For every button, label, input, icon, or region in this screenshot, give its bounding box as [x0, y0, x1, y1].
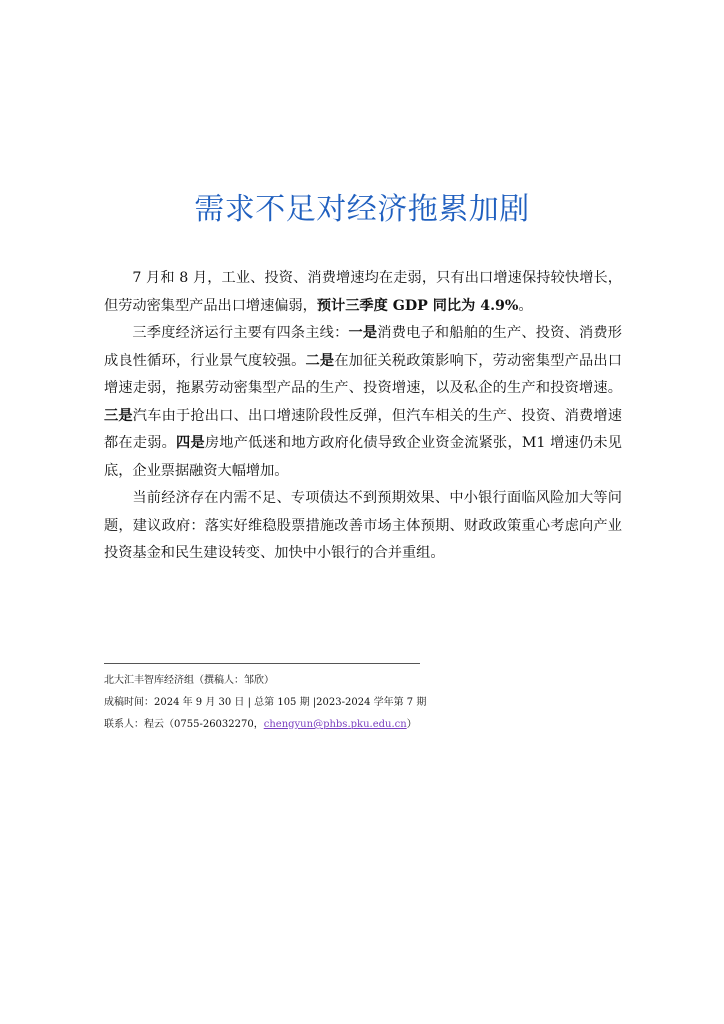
point-4-label: 四是 [176, 435, 205, 451]
footer [104, 670, 624, 736]
contact-suffix: ） [406, 719, 417, 730]
document-title: 需求不足对经济拖累加剧 [194, 192, 530, 227]
point-2-label: 二是 [305, 352, 335, 369]
paragraph-1-end: 。 [518, 297, 533, 314]
footer-divider [104, 663, 420, 664]
point-3-label: 三是 [104, 407, 133, 424]
point-2-text: 在加征关税政策影响下，劳动密集型产品出口增速走弱，拖累劳动密集型产品的生产、投资增速，以及私企的生产和投资增速。 [104, 352, 622, 396]
paragraph-2 [104, 320, 622, 485]
footer-author-line: 北大汇丰智库经济组（撰稿人：邹欣） [104, 675, 274, 686]
contact-prefix: 联系人：程云（0755-26032270， [104, 719, 264, 730]
paragraph-3-text: 当前经济存在内需不足、专项债达不到预期效果、中小银行面临风险加大等问题，建议政府：落实好维稳股票措施改善市场主体预期、财政政策重心考虑向产业投资基金和民生建设转变、加快中小银行的合并重组。 [104, 490, 622, 561]
paragraph-2-intro: 三季度经济运行主要有四条主线： [132, 325, 349, 341]
document-body [104, 265, 622, 568]
paragraph-1-highlight: 预计三季度 GDP 同比为 4.9% [316, 297, 519, 314]
point-3-text: 汽车由于抢出口、出口增速阶段性反弹，但汽车相关的生产、投资、消费增速都在走弱。 [104, 407, 622, 451]
paragraph-1 [104, 265, 622, 320]
point-1-label: 一是 [348, 325, 378, 341]
point-4-text: 房地产低迷和地方政府化债导致企业资金流紧张，M1 增速仍未见底，企业票据融资大幅增加。 [104, 435, 622, 479]
paragraph-3 [104, 485, 622, 568]
paragraph-1-text: 7 月和 8 月，工业、投资、消费增速均在走弱，只有出口增速保持较快增长，但劳动密集型产品出口增速偏弱， [104, 270, 622, 314]
footer-date-line: 成稿时间：2024 年 9 月 30 日 | 总第 105 期 |2023-2024 学年第 7 期 [104, 697, 427, 708]
point-1-text: 消费电子和船舶的生产、投资、消费形成良性循环，行业景气度较强。 [104, 325, 622, 369]
footer-contact-line [104, 714, 624, 736]
email-link[interactable]: chengyun@phbs.pku.edu.cn [263, 719, 407, 730]
